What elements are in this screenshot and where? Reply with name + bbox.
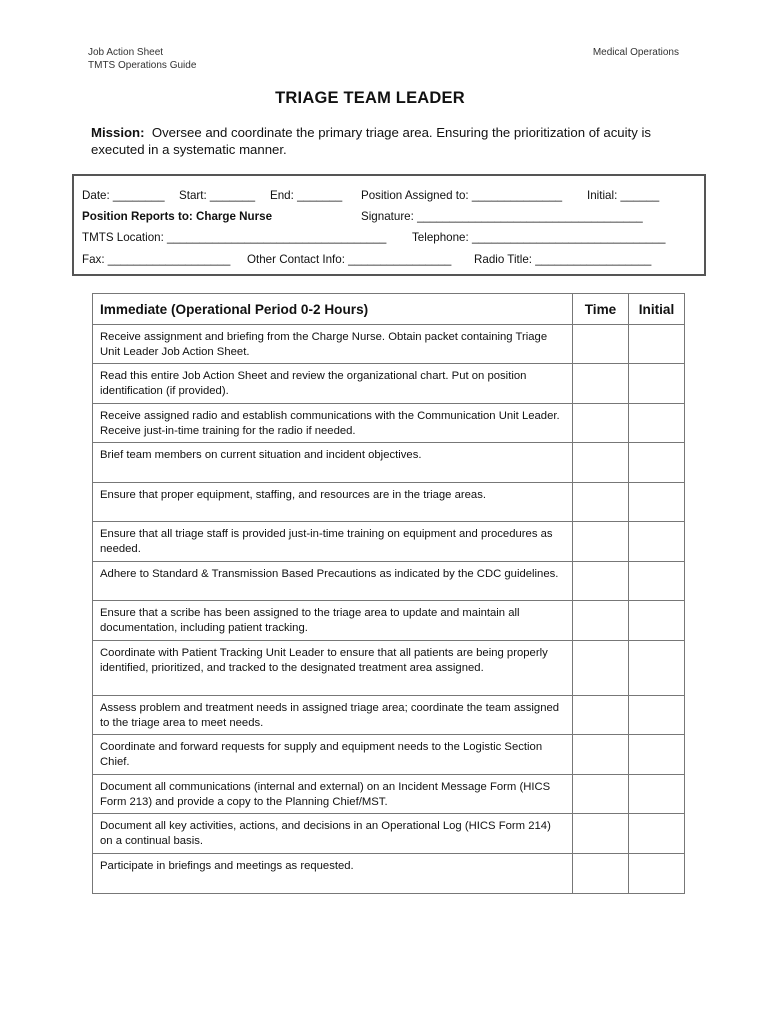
time-cell[interactable] [573, 364, 629, 404]
initial-cell[interactable] [629, 364, 685, 404]
task-text: Coordinate with Patient Tracking Unit Leader to ensure that all patients are being properly identified, prioritized, and tracked to the designated treatment area assigned. [93, 641, 573, 696]
table-row [93, 775, 685, 814]
initial-cell[interactable] [629, 562, 685, 601]
task-text: Ensure that all triage staff is provided just-in-time training on equipment and procedures as needed. [93, 522, 573, 562]
time-cell[interactable] [573, 641, 629, 696]
position-assigned-field[interactable]: Position Assigned to: ______________ [361, 189, 563, 202]
table-row [93, 325, 685, 364]
initial-cell[interactable] [629, 601, 685, 641]
task-text: Read this entire Job Action Sheet and review the organizational chart. Put on position identification (if provided). [93, 364, 573, 404]
task-text: Coordinate and forward requests for supply and equipment needs to the Logistic Section Chief. [93, 735, 573, 775]
mission-label: Mission: [91, 125, 145, 140]
table-row [93, 696, 685, 735]
header-job-action-sheet: Job Action Sheet [88, 47, 164, 58]
column-header-time: Time [573, 294, 629, 325]
table-row [93, 641, 685, 696]
time-cell[interactable] [573, 601, 629, 641]
time-cell[interactable] [573, 814, 629, 854]
table-row [93, 735, 685, 775]
task-text: Receive assignment and briefing from the Charge Nurse. Obtain packet containing Triage Unit Leader Job Action Sheet. [93, 325, 573, 364]
other-contact-field[interactable]: Other Contact Info: ________________ [247, 253, 452, 266]
table-header-row [93, 294, 685, 325]
column-header-task: Immediate (Operational Period 0-2 Hours) [93, 294, 573, 325]
time-cell[interactable] [573, 696, 629, 735]
signature-field[interactable]: Signature: ___________________________________ [361, 210, 643, 223]
initial-cell[interactable] [629, 404, 685, 443]
column-header-initial: Initial [629, 294, 685, 325]
time-cell[interactable] [573, 522, 629, 562]
time-cell[interactable] [573, 854, 629, 894]
initial-cell[interactable] [629, 735, 685, 775]
table-row [93, 522, 685, 562]
initial-cell[interactable] [629, 854, 685, 894]
table-row [93, 562, 685, 601]
time-cell[interactable] [573, 483, 629, 522]
time-cell[interactable] [573, 443, 629, 483]
document-header-left [88, 46, 196, 72]
task-checklist-table [92, 293, 685, 894]
time-cell[interactable] [573, 735, 629, 775]
mission-statement [91, 124, 681, 158]
initial-cell[interactable] [629, 522, 685, 562]
table-row [93, 854, 685, 894]
task-text: Assess problem and treatment needs in assigned triage area; coordinate the team assigned to the triage area to meet needs. [93, 696, 573, 735]
header-department: Medical Operations [592, 47, 679, 58]
initial-cell[interactable] [629, 443, 685, 483]
radio-title-field[interactable]: Radio Title: __________________ [474, 253, 652, 266]
date-field[interactable]: Date: ________ [82, 189, 165, 202]
initial-field[interactable]: Initial: ______ [587, 189, 660, 202]
time-cell[interactable] [573, 775, 629, 814]
initial-cell[interactable] [629, 775, 685, 814]
tmts-location-field[interactable]: TMTS Location: __________________________________ [82, 231, 387, 244]
table-row [93, 404, 685, 443]
task-text: Adhere to Standard & Transmission Based Precautions as indicated by the CDC guidelines. [93, 562, 573, 601]
table-row [93, 601, 685, 641]
assignment-info-box [72, 174, 706, 276]
fax-field[interactable]: Fax: ___________________ [82, 253, 231, 266]
task-text: Receive assigned radio and establish communications with the Communication Unit Leader. Receive just-in-time training for the radio if needed. [93, 404, 573, 443]
time-cell[interactable] [573, 325, 629, 364]
task-text: Ensure that proper equipment, staffing, and resources are in the triage areas. [93, 483, 573, 522]
page-title: TRIAGE TEAM LEADER [275, 89, 465, 107]
initial-cell[interactable] [629, 325, 685, 364]
header-guide-name: TMTS Operations Guide [88, 60, 197, 71]
table-row [93, 814, 685, 854]
task-text: Document all communications (internal and external) on an Incident Message Form (HICS Form 213) and provide a copy to the Planning Chief/MST. [93, 775, 573, 814]
initial-cell[interactable] [629, 641, 685, 696]
task-text: Ensure that a scribe has been assigned to the triage area to update and maintain all documentation, including patient tracking. [93, 601, 573, 641]
time-cell[interactable] [573, 562, 629, 601]
task-text: Document all key activities, actions, and decisions in an Operational Log (HICS Form 214) on a continual basis. [93, 814, 573, 854]
table-row [93, 483, 685, 522]
initial-cell[interactable] [629, 696, 685, 735]
table-row [93, 364, 685, 404]
table-row [93, 443, 685, 483]
initial-cell[interactable] [629, 483, 685, 522]
mission-text: Oversee and coordinate the primary triage area. Ensuring the prioritization of acuity is executed in a systematic manner. [91, 125, 651, 157]
time-cell[interactable] [573, 404, 629, 443]
end-field[interactable]: End: _______ [270, 189, 343, 202]
initial-cell[interactable] [629, 814, 685, 854]
start-field[interactable]: Start: _______ [179, 189, 256, 202]
position-reports-to: Position Reports to: Charge Nurse [82, 210, 273, 223]
task-text: Participate in briefings and meetings as requested. [93, 854, 573, 894]
telephone-field[interactable]: Telephone: ______________________________ [412, 231, 666, 244]
task-text: Brief team members on current situation and incident objectives. [93, 443, 573, 483]
